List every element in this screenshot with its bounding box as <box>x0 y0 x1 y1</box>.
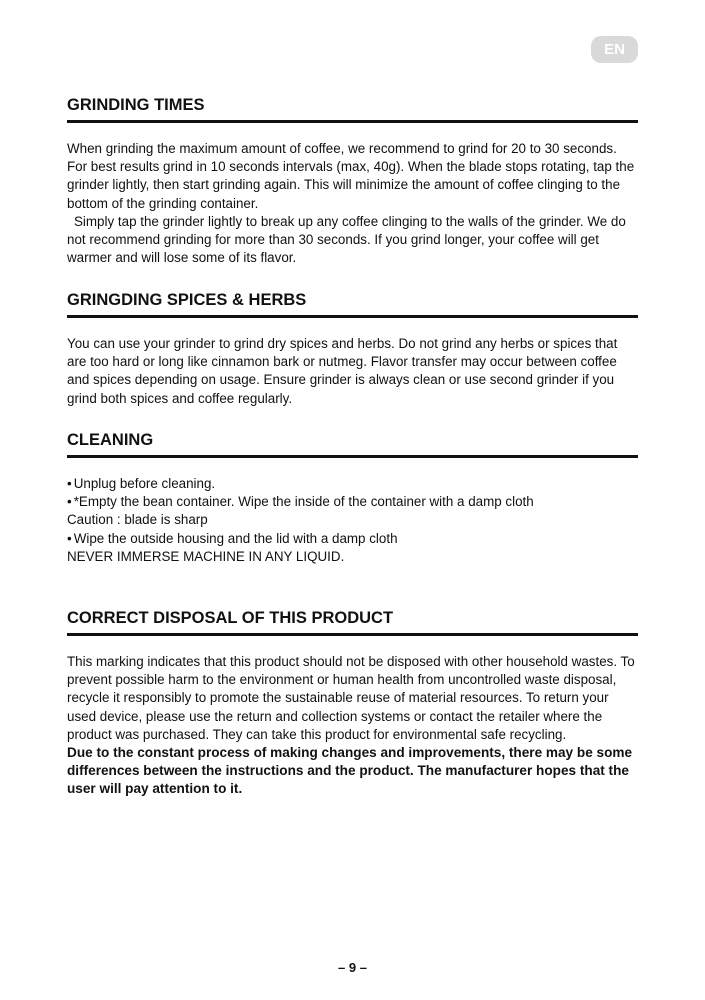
section-title: GRINGDING SPICES & HERBS <box>67 290 638 318</box>
list-item: • *Empty the bean container. Wipe the inside of the container with a damp cloth <box>67 493 638 511</box>
section-body <box>67 335 638 408</box>
paragraph: Simply tap the grinder lightly to break up any coffee clinging to the walls of the grinder. We do not recommend grinding for more than 30 seconds. If you grind longer, your coffee will get warmer and will lose some of its flavor. <box>67 213 626 266</box>
language-badge: EN <box>591 36 638 63</box>
section-correct-disposal <box>67 608 638 799</box>
section-grinding-spices-herbs <box>67 290 638 408</box>
section-body <box>67 475 638 566</box>
list-item: • Wipe the outside housing and the lid with a damp cloth <box>67 530 638 548</box>
section-grinding-times <box>67 95 638 267</box>
warning-line: NEVER IMMERSE MACHINE IN ANY LIQUID. <box>67 548 345 564</box>
list-item: • Unplug before cleaning. <box>67 475 638 493</box>
section-title: CORRECT DISPOSAL OF THIS PRODUCT <box>67 608 638 636</box>
section-cleaning <box>67 430 638 566</box>
caution-line: Caution : blade is sharp <box>67 512 208 528</box>
section-body <box>67 140 638 267</box>
paragraph: When grinding the maximum amount of coffee, we recommend to grind for 20 to 30 seconds. For best results grind in 10 seconds intervals (max, 40g). When the blade stops rotating, tap the grinder lightly, then start grinding again. This will minimize the amount of coffee clinging to the bottom of the grinding container. <box>67 141 635 211</box>
paragraph: This marking indicates that this product should not be disposed with other household wastes. To prevent possible harm to the environment or human health from uncontrolled waste disposal, recycle it responsibly to promote the sustainable reuse of material resources. To return your used device, please use the return and collection systems or contact the retailer where the product was purchased. They can take this product for environmental safe recycling. <box>67 654 635 742</box>
page-number: – 9 – <box>338 960 367 975</box>
paragraph: You can use your grinder to grind dry spices and herbs. Do not grind any herbs or spices that are too hard or long like cinnamon bark or nutmeg. Flavor transfer may occur between coffee and spices depending on usage. Ensure grinder is always clean or use second grinder if you grind both spices and coffee regularly. <box>67 336 618 406</box>
section-body <box>67 653 638 799</box>
section-title: GRINDING TIMES <box>67 95 638 123</box>
section-title: CLEANING <box>67 430 638 458</box>
manufacturer-note: Due to the constant process of making changes and improvements, there may be some differences between the instructions and the product. The manufacturer hopes that the user will pay attention to it. <box>67 745 633 797</box>
